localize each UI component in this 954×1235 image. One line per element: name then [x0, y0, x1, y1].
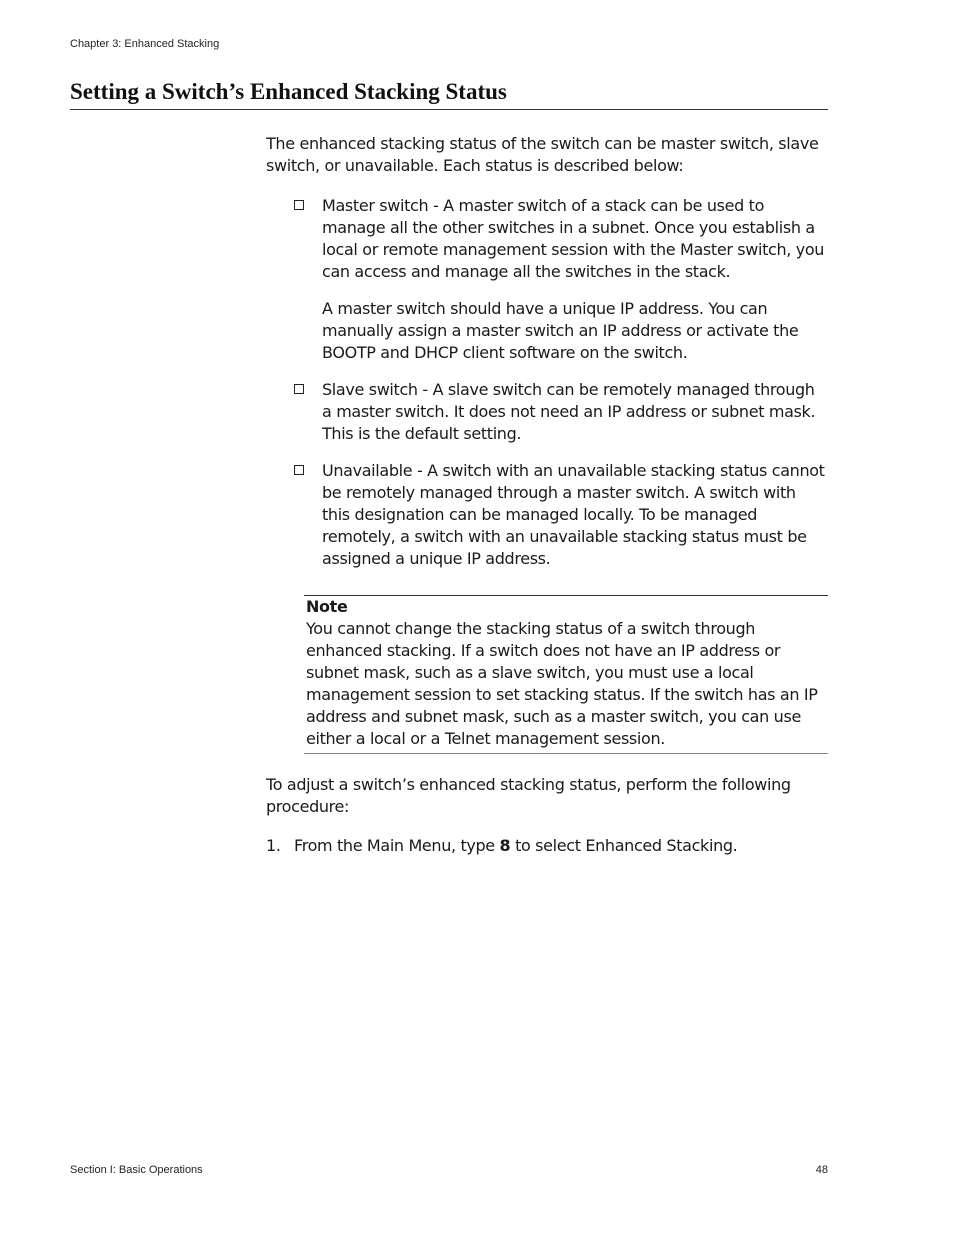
procedure-step-1 [266, 835, 828, 857]
note-title: Note [306, 597, 348, 616]
step-number: 1. [266, 836, 281, 855]
bullet-text: Unavailable - A switch with an unavailable stacking status cannot be remotely managed through a master switch. A switch with this designation can be managed locally. To be managed remotely, a switch with an unavailable stacking status must be assigned a unique IP address. [322, 461, 825, 568]
running-header: Chapter 3: Enhanced Stacking [70, 38, 220, 50]
footer-section: Section I: Basic Operations [70, 1164, 203, 1176]
step-text [294, 835, 828, 857]
step-text-before: From the Main Menu, type [294, 836, 500, 855]
checkbox-bullet-icon [294, 465, 304, 475]
master-switch-followup: A master switch should have a unique IP address. You can manually assign a master switch an IP address or activate the BOOTP and DHCP client software on the switch. [322, 299, 799, 362]
bullet-text: Master switch - A master switch of a stack can be used to manage all the other switches in a subnet. Once you establish a local or remote management session with the Master switch, you can access and manage all the switches in the stack. [322, 196, 825, 281]
checkbox-bullet-icon [294, 200, 304, 210]
bullet-master-switch [294, 195, 828, 283]
step-key: 8 [499, 836, 511, 855]
note-text: You cannot change the stacking status of a switch through enhanced stacking. If a switch does not have an IP address or subnet mask, such as a slave switch, you must use a local management session to set stacking status. If the switch has an IP address and subnet mask, such as a master switch, you can use either a local or a Telnet management session. [306, 619, 818, 748]
intro-paragraph: The enhanced stacking status of the switch can be master switch, slave switch, or unavailable. Each status is described below: [266, 134, 819, 175]
procedure-intro: To adjust a switch’s enhanced stacking status, perform the following procedure: [266, 775, 791, 816]
step-text-after: to select Enhanced Stacking. [510, 836, 738, 855]
section-title: Setting a Switch’s Enhanced Stacking Status [70, 78, 828, 110]
bullet-text: Slave switch - A slave switch can be remotely managed through a master switch. It does not need an IP address or subnet mask. This is the default setting. [322, 380, 816, 443]
page-number: 48 [815, 1164, 828, 1176]
bullet-slave-switch [294, 379, 828, 445]
bullet-unavailable [294, 460, 828, 570]
checkbox-bullet-icon [294, 384, 304, 394]
note-box [304, 595, 828, 754]
